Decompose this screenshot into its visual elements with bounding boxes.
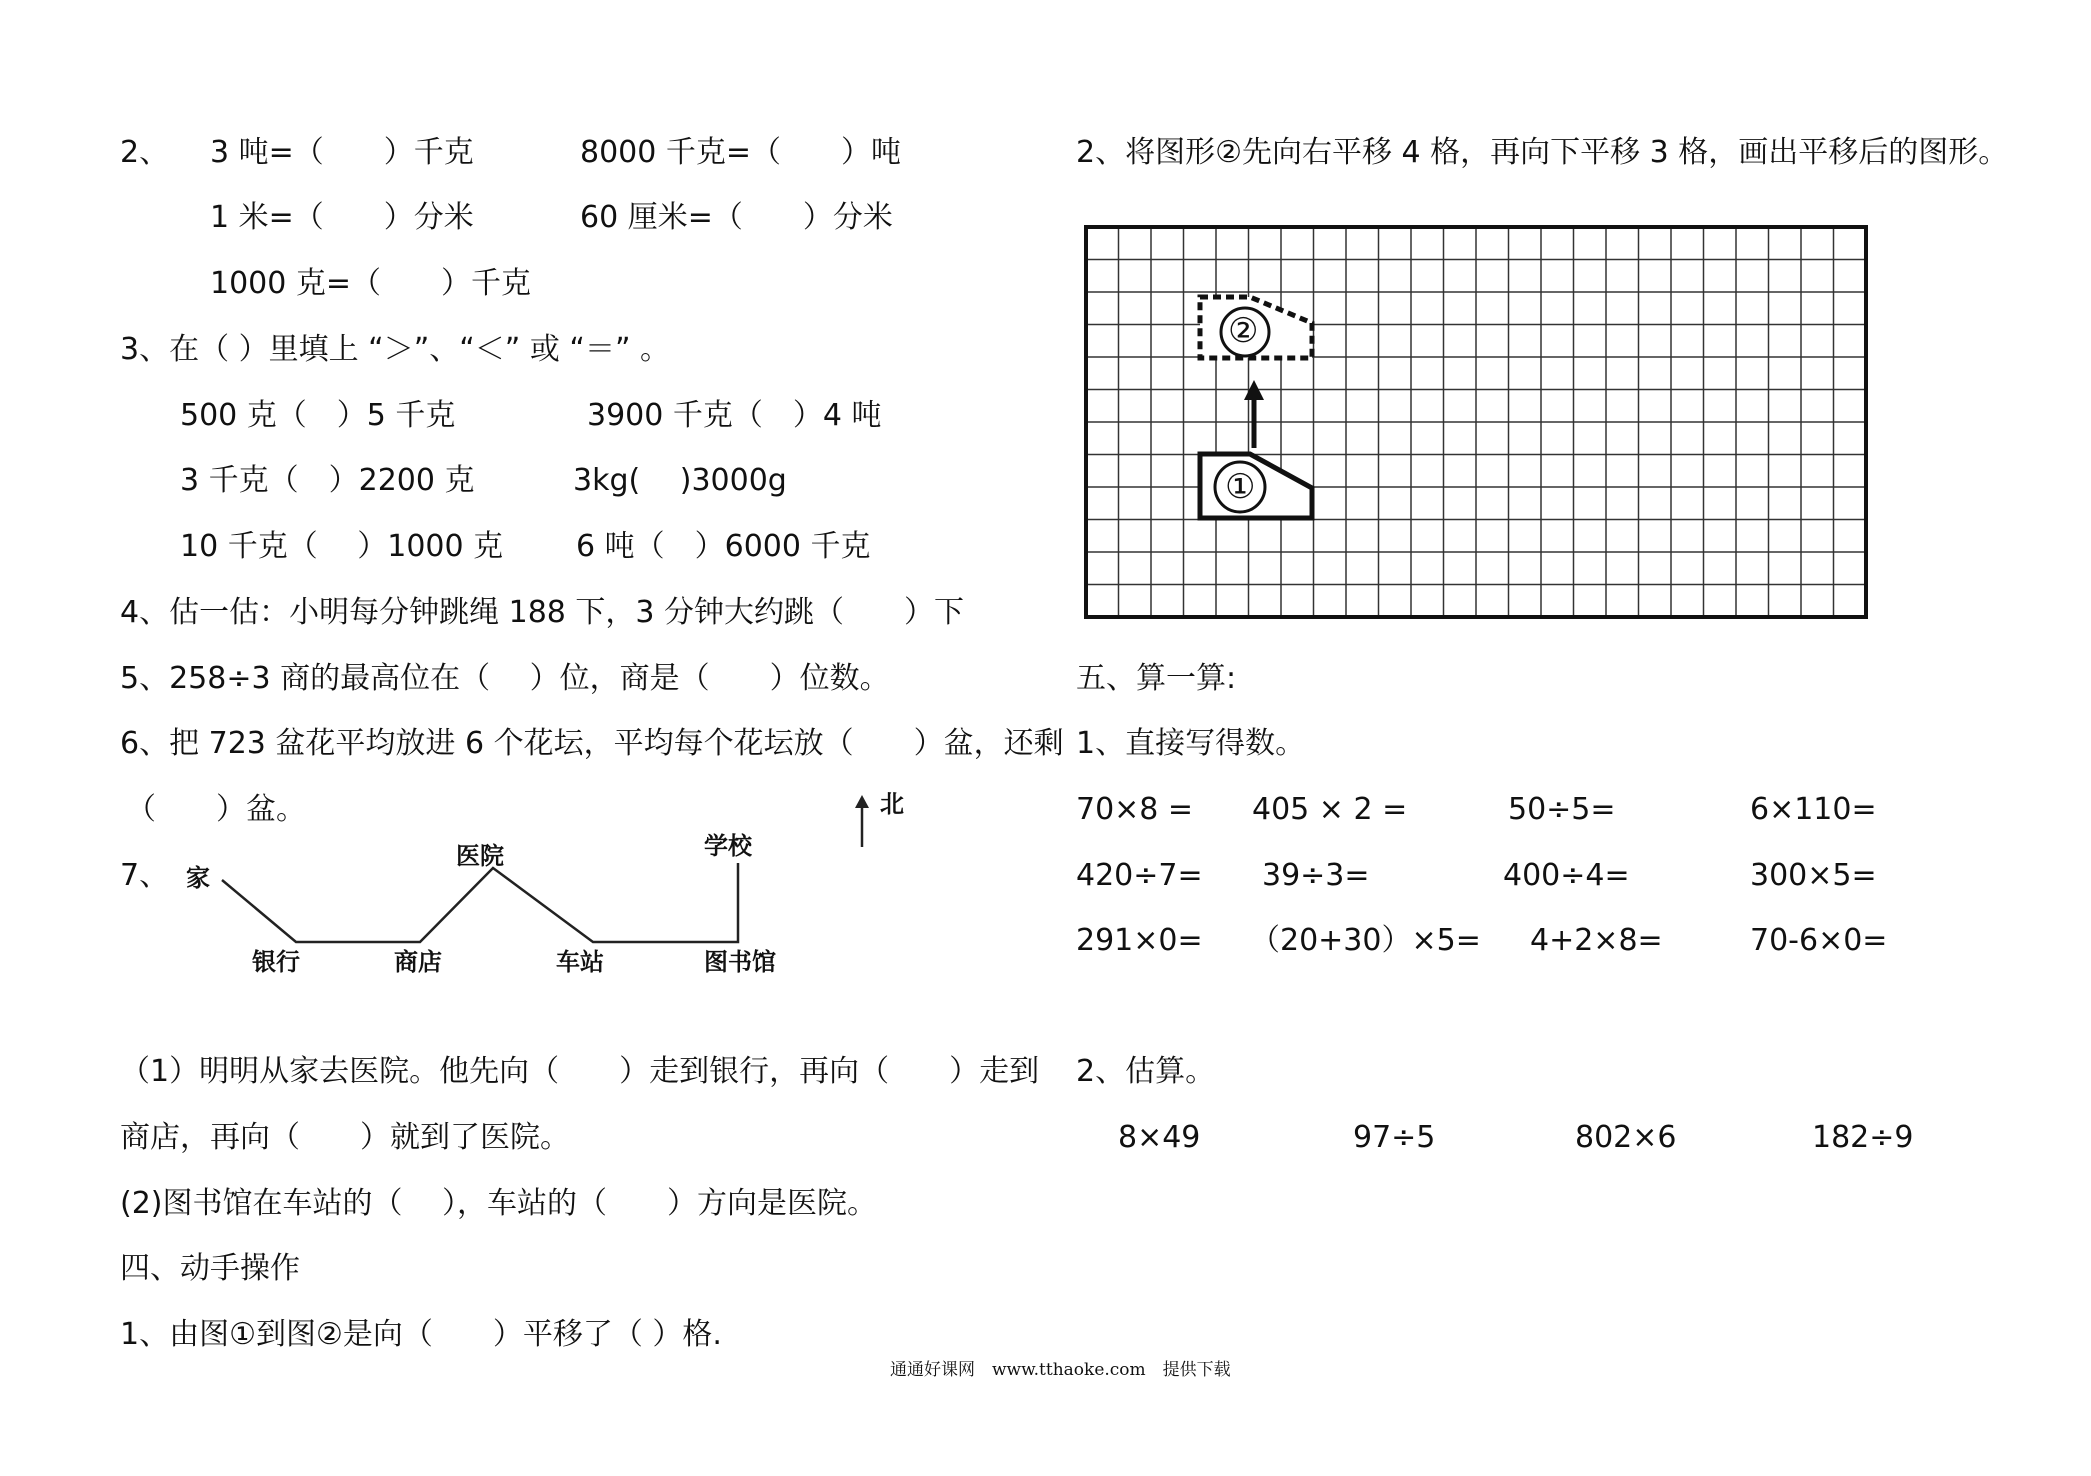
q3-item-5: 10 千克（ ）1000 克 bbox=[180, 529, 504, 564]
calc-item: （20+30）×5= bbox=[1250, 923, 1481, 958]
q6-text-line1: 6、把 723 盆花平均放进 6 个花坛，平均每个花坛放（ ）盆，还剩 bbox=[120, 726, 1064, 761]
s5-q2-text: 2、估算。 bbox=[1076, 1054, 1216, 1089]
q3-item-3: 3 千克（ ）2200 克 bbox=[180, 463, 475, 498]
q2-number: 2、 bbox=[120, 135, 170, 170]
calc-item: 50÷5= bbox=[1508, 792, 1616, 827]
q2-item-kg: 8000 千克=（ ）吨 bbox=[580, 135, 902, 170]
calc-item: 39÷3= bbox=[1262, 858, 1370, 893]
q7-number: 7、 bbox=[120, 858, 170, 893]
estimate-item: 97÷5 bbox=[1353, 1120, 1436, 1155]
q4-text: 4、估一估：小明每分钟跳绳 188 下，3 分钟大约跳（ ）下 bbox=[120, 595, 965, 630]
map-label-school: 学校 bbox=[704, 831, 752, 860]
map-label-shop: 商店 bbox=[394, 947, 442, 976]
shape-2-label: ② bbox=[1228, 311, 1259, 351]
q3-item-1: 500 克（ ）5 千克 bbox=[180, 398, 456, 433]
q5-text: 5、258÷3 商的最高位在（ ）位，商是（ ）位数。 bbox=[120, 661, 890, 696]
map-label-north: 北 bbox=[880, 789, 904, 818]
calc-item: 70×8 = bbox=[1076, 792, 1194, 827]
q2-item-ton: 3 吨=（ ）千克 bbox=[210, 135, 474, 170]
s5-q1-text: 1、直接写得数。 bbox=[1076, 726, 1306, 761]
q2-item-gram: 1000 克=（ ）千克 bbox=[210, 266, 532, 301]
calc-item: 4+2×8= bbox=[1530, 923, 1663, 958]
footer-source: 通通好课网 www.tthaoke.com 提供下载 bbox=[890, 1360, 1231, 1380]
q2-item-meter: 1 米=（ ）分米 bbox=[210, 200, 474, 235]
q3-title: 3、在（ ）里填上 “＞”、“＜” 或 “＝” 。 bbox=[120, 332, 671, 367]
calc-item: 291×0= bbox=[1076, 923, 1203, 958]
calc-item: 6×110= bbox=[1750, 792, 1877, 827]
map-label-hospital: 医院 bbox=[456, 841, 504, 870]
q3-item-6: 6 吨（ ）6000 千克 bbox=[576, 529, 871, 564]
estimate-item: 8×49 bbox=[1118, 1120, 1201, 1155]
calc-item: 405 × 2 = bbox=[1252, 792, 1408, 827]
s4-q2-text: 2、将图形②先向右平移 4 格，再向下平移 3 格，画出平移后的图形。 bbox=[1076, 135, 2009, 170]
q3-item-2: 3900 千克（ ）4 吨 bbox=[587, 398, 882, 433]
map-label-bank: 银行 bbox=[252, 947, 300, 976]
q7-1-line2: 商店，再向（ ）就到了医院。 bbox=[120, 1120, 570, 1155]
calc-item: 300×5= bbox=[1750, 858, 1877, 893]
map-label-station: 车站 bbox=[556, 947, 604, 976]
estimate-item: 182÷9 bbox=[1812, 1120, 1914, 1155]
shape-1-label: ① bbox=[1225, 467, 1256, 507]
s4-q1-text: 1、由图①到图②是向（ ）平移了（ ）格. bbox=[120, 1317, 722, 1352]
q7-1-line1: （1）明明从家去医院。他先向（ ）走到银行，再向（ ）走到 bbox=[120, 1054, 1040, 1089]
q2-item-cm: 60 厘米=（ ）分米 bbox=[580, 200, 893, 235]
calc-item: 70-6×0= bbox=[1750, 923, 1888, 958]
map-label-library: 图书馆 bbox=[704, 947, 776, 976]
q7-2-text: (2)图书馆在车站的（ ），车站的（ ）方向是医院。 bbox=[120, 1186, 878, 1221]
calc-item: 400÷4= bbox=[1503, 858, 1630, 893]
q6-text-line2: （ ）盆。 bbox=[126, 792, 306, 827]
section-4-title: 四、动手操作 bbox=[120, 1251, 300, 1286]
calc-item: 420÷7= bbox=[1076, 858, 1203, 893]
map-label-home: 家 bbox=[186, 863, 210, 892]
estimate-item: 802×6 bbox=[1575, 1120, 1677, 1155]
q3-item-4: 3kg( )3000g bbox=[573, 463, 787, 498]
grid-gap-mark bbox=[1381, 440, 1681, 520]
section-5-title: 五、算一算: bbox=[1076, 661, 1237, 696]
shape-1 bbox=[1200, 454, 1312, 518]
